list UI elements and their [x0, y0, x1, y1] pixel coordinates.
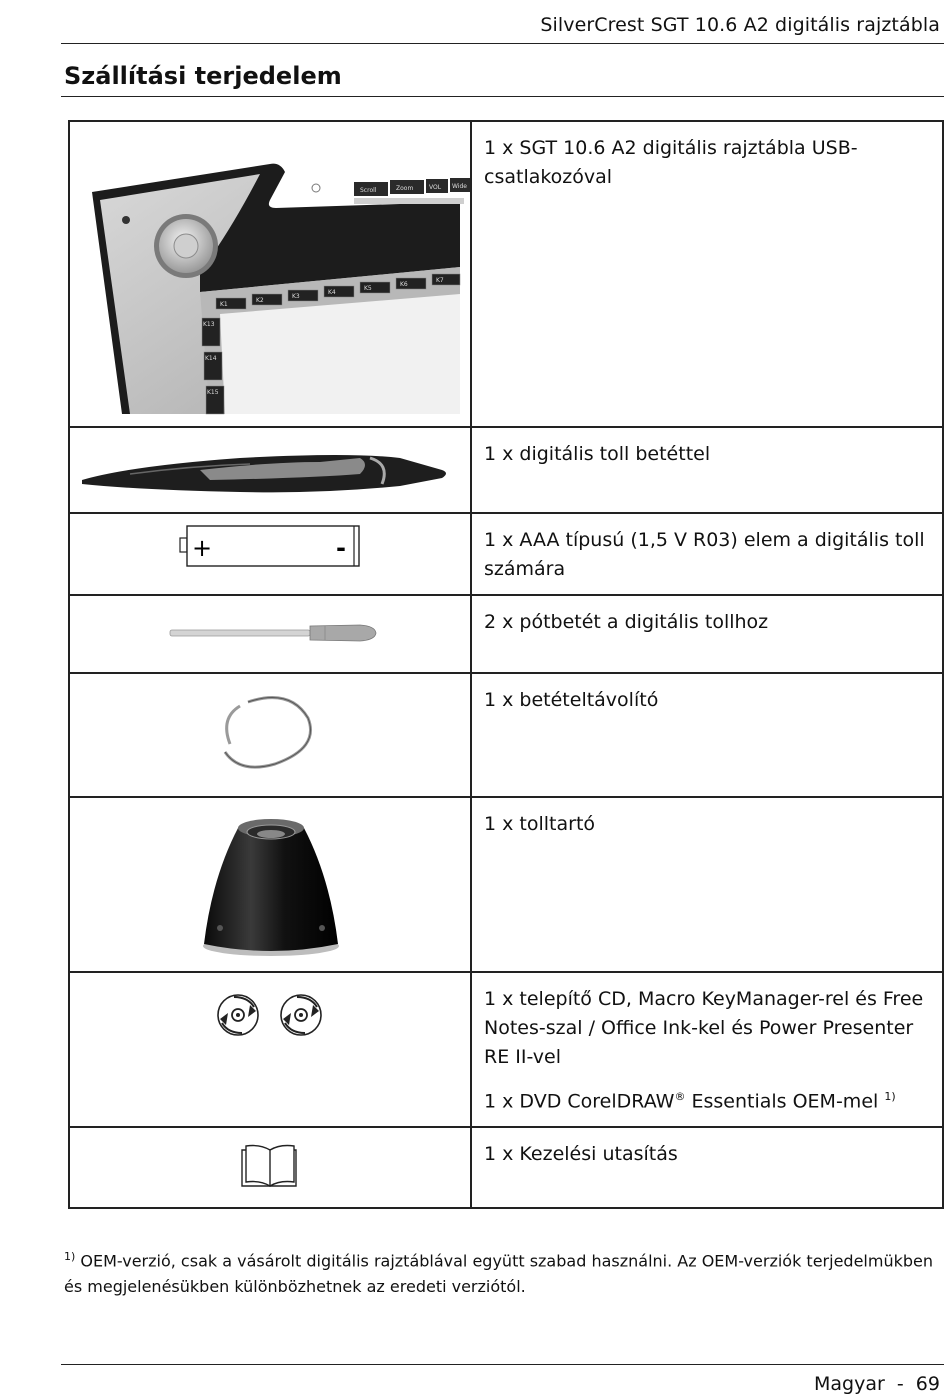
table-row — [69, 513, 943, 595]
item-text-cd: 1 x telepítő CD, Macro KeyManager-rel és Free Notes-szal / Office Ink-kel és Power Presenter RE II-vel — [484, 988, 924, 1068]
pen-holder-icon — [70, 798, 470, 971]
svg-text:K1: K1 — [220, 301, 228, 308]
svg-text:Scroll: Scroll — [360, 187, 377, 194]
battery-minus: - — [336, 534, 346, 562]
svg-text:K4: K4 — [328, 289, 336, 296]
item-text-tablet: 1 x SGT 10.6 A2 digitális rajztábla USB-csatlakozóval — [471, 121, 943, 427]
holder-image-cell — [69, 797, 471, 972]
contents-table — [68, 120, 944, 1209]
item-text-manual: 1 x Kezelési utasítás — [471, 1127, 943, 1208]
tablet-top-buttons — [354, 178, 470, 204]
svg-text:K5: K5 — [364, 285, 372, 292]
svg-text:K3: K3 — [292, 293, 300, 300]
footnote-text: OEM-verzió, csak a vásárolt digitális rajztáblával együtt szabad használni. Az OEM-verziók terjedelmükben és megjelenésükben különbözhetnek az eredeti verziótól. — [64, 1251, 933, 1297]
cd-icon — [218, 995, 258, 1035]
header-rule — [61, 43, 944, 44]
disc-icons — [70, 973, 470, 1123]
remover-image-cell — [69, 673, 471, 797]
manual-image-cell — [69, 1127, 471, 1208]
item-text-dvd: 1 x DVD CorelDRAW® Essentials OEM-mel $^{1)}$ — [484, 1090, 896, 1113]
pen-image-cell — [69, 427, 471, 513]
item-text-pen: 1 x digitális toll betéttel — [471, 427, 943, 513]
table-row — [69, 972, 943, 1127]
table-row — [69, 427, 943, 513]
item-text-discs — [471, 972, 943, 1127]
svg-text:K6: K6 — [400, 281, 408, 288]
svg-text:K13: K13 — [203, 321, 215, 328]
item-text-battery: 1 x AAA típusú (1,5 V R03) elem a digitális toll számára — [471, 513, 943, 595]
item-text-remover: 1 x betételtávolító — [471, 673, 943, 797]
section-title: Szállítási terjedelem — [64, 62, 342, 90]
item-text-holder: 1 x tolltartó — [471, 797, 943, 972]
svg-text:K7: K7 — [436, 277, 444, 284]
header-title: SilverCrest SGT 10.6 A2 digitális rajztábla — [540, 14, 940, 36]
svg-text:Zoom: Zoom — [396, 185, 414, 192]
svg-text:K15: K15 — [207, 389, 219, 396]
svg-text:K14: K14 — [205, 355, 217, 362]
svg-text:K2: K2 — [256, 297, 264, 304]
table-row — [69, 673, 943, 797]
table-row — [69, 595, 943, 673]
battery-icon — [70, 514, 470, 594]
refill-icon — [70, 596, 470, 672]
page-footer: Magyar - 69 — [814, 1373, 940, 1395]
pen-icon — [70, 428, 470, 512]
item-text-refill: 2 x pótbetét a digitális tollhoz — [471, 595, 943, 673]
table-row — [69, 1127, 943, 1208]
footnote — [64, 1244, 944, 1300]
tablet-image-cell — [69, 121, 471, 427]
table-row — [69, 121, 943, 427]
tablet-image — [70, 122, 470, 426]
footer-rule — [61, 1364, 944, 1365]
svg-text:VOL: VOL — [429, 184, 442, 191]
battery-image-cell — [69, 513, 471, 595]
refill-image-cell — [69, 595, 471, 673]
disc-image-cell — [69, 972, 471, 1127]
battery-plus: + — [192, 534, 213, 562]
section-rule — [61, 96, 944, 97]
svg-text:Wide: Wide — [452, 183, 467, 190]
footnote-marker: 1) — [64, 1250, 76, 1263]
book-icon — [70, 1128, 470, 1207]
table-row — [69, 797, 943, 972]
refill-remover-icon — [70, 674, 470, 796]
dvd-icon — [281, 995, 321, 1035]
